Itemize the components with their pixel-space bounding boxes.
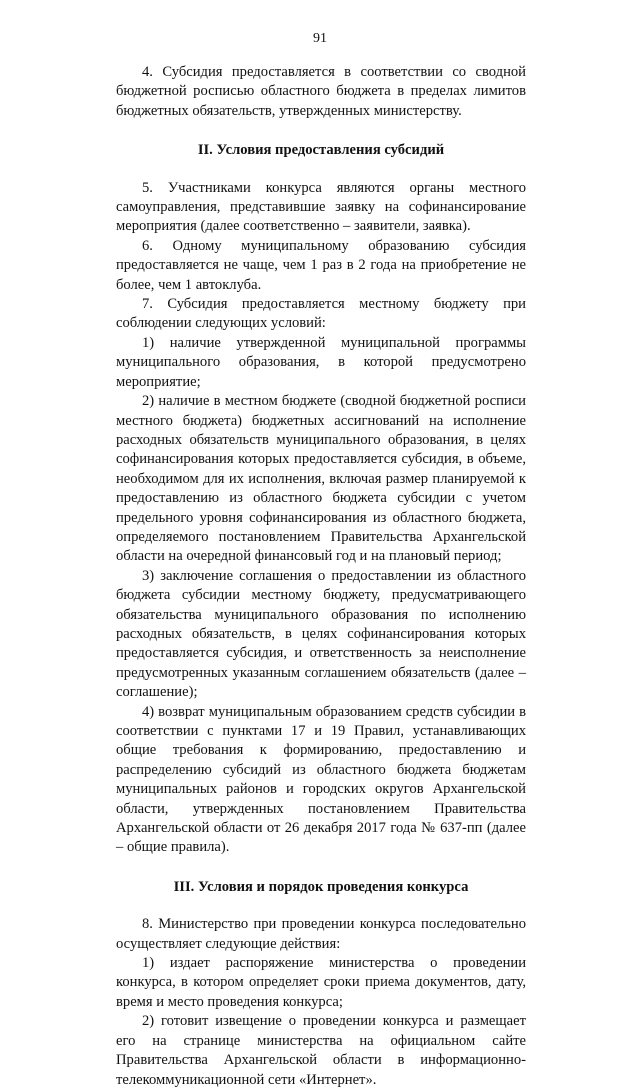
paragraph-8-item-2: 2) готовит извещение о проведении конкурса и размещает его на странице министерства на официальном сайте Правительства Архангельской области в информационно-телекоммуникационной сети «Интернет». — [116, 1013, 526, 1088]
section-heading-3: III. Условия и порядок проведения конкурса — [173, 878, 469, 895]
paragraph-5: 5. Участниками конкурса являются органы местного самоуправления, представившие заявку на софинансирование мероприятия (далее соответственно – заявители, заявка). — [116, 179, 526, 235]
paragraph-6: 6. Одному муниципальному образованию субсидия предоставляется не чаще, чем 1 раз в 2 года на приобретение не более, чем 1 автоклуба. — [116, 237, 526, 293]
paragraph-7-item-4: 4) возврат муниципальным образованием средств субсидии в соответствии с пунктами 17 и 19 Правил, устанавливающих общие требования к формированию, предоставлению и распределению субсидий из областного бюджета бюджетам муниципальных районов и городских округов Архангельской области, утвержденных постановлением Правительства Архангельской области от 26 декабря 2017 года № 637-пп (далее – общие правила). — [116, 703, 526, 856]
paragraph-4: 4. Субсидия предоставляется в соответствии со сводной бюджетной росписью областного бюджета в пределах лимитов бюджетных обязательств, утвержденных министерству. — [116, 64, 526, 119]
paragraph-8-item-1: 1) издает распоряжение министерства о проведении конкурса, в котором определяет сроки приема документов, дату, время и место проведения конкурса; — [116, 955, 526, 1010]
paragraph-7-item-3: 3) заключение соглашения о предоставлении из областного бюджета субсидии местному бюджету, предусматривающего обязательства муниципального образования по исполнению расходных обязательств, в целях софинансирования которых предоставляется субсидия, и ответственность за неисполнение предусмотренных указанным соглашением обязательств (далее – соглашение); — [116, 567, 526, 701]
paragraph-7-item-1: 1) наличие утвержденной муниципальной программы муниципального образования, в которой предусмотрено мероприятие; — [116, 334, 526, 390]
paragraph-8: 8. Министерство при проведении конкурса последовательно осуществляет следующие действия: — [116, 916, 526, 952]
paragraph-7: 7. Субсидия предоставляется местному бюджету при соблюдении следующих условий: — [116, 296, 526, 332]
paragraph-7-item-2: 2) наличие в местном бюджете (сводной бюджетной росписи местного бюджета) бюджетных ассигнований на исполнение расходных обязательств муниципального образования, в целях софинансирования которых предоставляется субсидия, в объеме, необходимом для их исполнения, включая размер планируемой к предоставлению из областного бюджета субсидии с учетом предельного уровня софинансирования из областного бюджета, определяемого постановлением Правительства Архангельской области на очередной финансовый год и на плановый период; — [116, 393, 526, 565]
section-heading-2: II. Условия предоставления субсидий — [197, 142, 445, 159]
document-body — [116, 63, 526, 1090]
page-number: 91 — [313, 31, 327, 46]
